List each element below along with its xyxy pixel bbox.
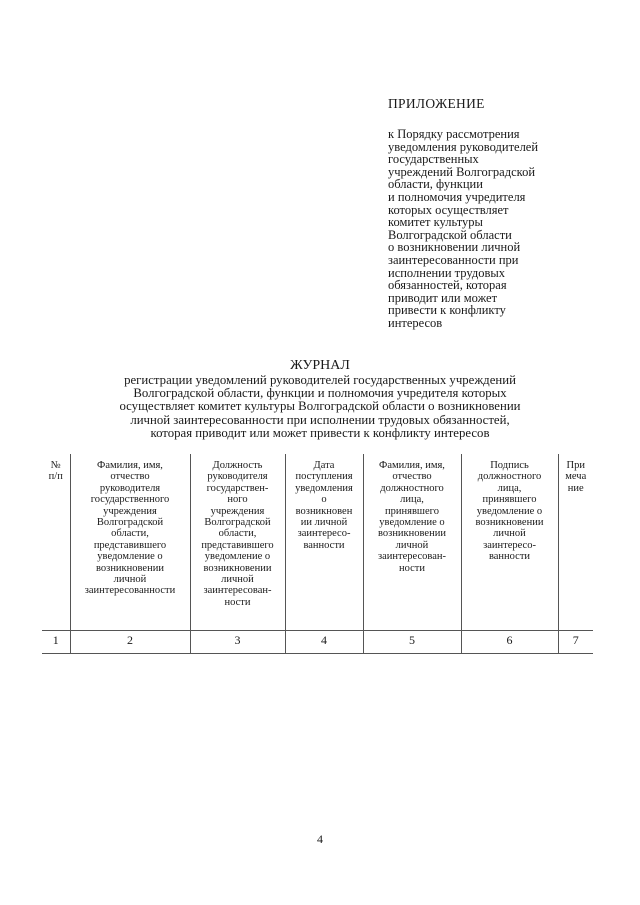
header-line: руководителя: [99, 482, 161, 494]
header-line: возникновении: [203, 562, 272, 574]
header-line: Дата: [313, 460, 335, 471]
journal-title: ЖУРНАЛ: [290, 358, 350, 373]
appendix-line: исполнении трудовых: [388, 265, 506, 280]
page-number: 4: [317, 832, 323, 846]
header-cell-receipt-date: [285, 454, 363, 631]
appendix-description: [388, 128, 618, 330]
header-line: заинтересо-: [297, 528, 351, 540]
header-line: уведомление о: [379, 517, 445, 529]
appendix-line: Волгоградской области: [388, 227, 512, 242]
appendix-line: которых осуществляет: [388, 202, 509, 217]
column-number-cell: 7: [558, 631, 593, 654]
header-line: учреждения: [210, 505, 265, 517]
header-line: ности: [399, 562, 425, 574]
column-number-cell: 2: [70, 631, 190, 654]
appendix-line: комитет культуры: [388, 215, 483, 230]
header-line: личной: [221, 574, 254, 586]
column-number-cell: 3: [190, 631, 285, 654]
header-line: возникновен: [295, 505, 353, 517]
header-line: государственного: [90, 494, 170, 506]
header-line: возникновении: [378, 528, 446, 540]
header-cell-number: [42, 454, 70, 631]
header-cell-official-signature: [461, 454, 558, 631]
journal-subtitle: [60, 374, 580, 440]
header-line: возникновении: [475, 517, 544, 529]
header-line: лица,: [497, 482, 522, 494]
header-line: ванности: [303, 539, 345, 551]
appendix-line: уведомления руководителей: [388, 139, 539, 154]
header-line: государствен-: [206, 482, 269, 494]
header-line: №: [50, 460, 61, 471]
header-line: уведомление о: [476, 505, 543, 517]
header-line: ии личной: [300, 517, 348, 529]
header-line: области,: [218, 528, 257, 540]
appendix-line: и полномочия учредителя: [388, 189, 526, 204]
header-line: ного: [227, 494, 248, 506]
header-line: должностного: [380, 482, 444, 494]
column-number-cell: 5: [363, 631, 461, 654]
header-line: заинтересо-: [483, 539, 536, 551]
journal-subtitle-line: регистрации уведомлений руководителей государственных учреждений: [124, 373, 516, 387]
appendix-line: заинтересованности при: [388, 252, 519, 267]
header-line: Должность: [212, 460, 263, 471]
header-line: возникновении: [96, 562, 164, 574]
header-line: принявшего: [482, 494, 537, 506]
header-line: Фамилия, имя,: [379, 460, 445, 471]
header-line: учреждения: [103, 505, 157, 517]
appendix-line: интересов: [388, 315, 443, 330]
header-line: Фамилия, имя,: [97, 460, 163, 471]
header-line: Подпись: [490, 460, 529, 471]
header-line: о: [321, 494, 327, 506]
header-cell-head-position: [190, 454, 285, 631]
header-line: Волгоградской: [96, 517, 164, 529]
column-number-cell: 1: [42, 631, 70, 654]
header-cell-note: [558, 454, 593, 631]
header-cell-official-name: [363, 454, 461, 631]
header-line: личной: [113, 574, 147, 586]
header-line: ние: [567, 482, 584, 494]
column-number-cell: 6: [461, 631, 558, 654]
header-line: отчество: [110, 471, 150, 483]
header-line: заинтересованности: [84, 585, 176, 597]
header-line: уведомление о: [204, 551, 271, 563]
header-line: заинтересован-: [378, 551, 446, 563]
journal-subtitle-line: осуществляет комитет культуры Волгоградской области о возникновении: [119, 399, 521, 414]
header-line: должностного: [477, 471, 542, 483]
header-line: ности: [224, 596, 251, 608]
header-line: принявшего: [385, 505, 439, 517]
header-line: личной: [395, 539, 429, 551]
column-number-cell: 4: [285, 631, 363, 654]
header-line: заинтересован-: [203, 585, 272, 597]
header-line: Волгоградской: [204, 517, 271, 529]
table-header-row: [42, 454, 593, 631]
appendix-line: о возникновении личной: [388, 240, 521, 255]
appendix-line: области, функции: [388, 177, 483, 192]
header-line: представившего: [93, 539, 167, 551]
header-line: меча: [565, 471, 587, 483]
header-line: представившего: [201, 539, 274, 551]
appendix-line: обязанностей, которая: [388, 278, 507, 293]
appendix-line: к Порядку рассмотрения: [388, 127, 520, 141]
header-cell-head-name: [70, 454, 190, 631]
header-line: личной: [493, 528, 526, 540]
header-line: уведомления: [295, 482, 353, 494]
header-line: поступления: [295, 471, 353, 483]
header-line: При: [566, 460, 585, 471]
table-number-row: [42, 631, 593, 654]
header-line: области,: [111, 528, 149, 540]
header-line: лица,: [400, 494, 424, 506]
register-table: [42, 454, 593, 654]
journal-subtitle-line: которая приводит или может привести к конфликту интересов: [150, 425, 490, 440]
appendix-line: государственных: [388, 152, 479, 167]
appendix-line: приводит или может: [388, 290, 498, 305]
header-line: ванности: [488, 551, 531, 563]
appendix-line: учреждений Волгоградской: [388, 164, 536, 179]
header-line: уведомление о: [97, 551, 163, 563]
appendix-title: ПРИЛОЖЕНИЕ: [388, 96, 485, 111]
header-line: п/п: [48, 471, 63, 483]
appendix-line: привести к конфликту: [388, 303, 506, 318]
header-line: руководителя: [207, 471, 268, 483]
journal-subtitle-line: Волгоградской области, функции и полномочия учредителя которых: [133, 386, 507, 401]
header-line: отчество: [392, 471, 432, 483]
journal-subtitle-line: личной заинтересованности при исполнении трудовых обязанностей,: [130, 412, 510, 427]
